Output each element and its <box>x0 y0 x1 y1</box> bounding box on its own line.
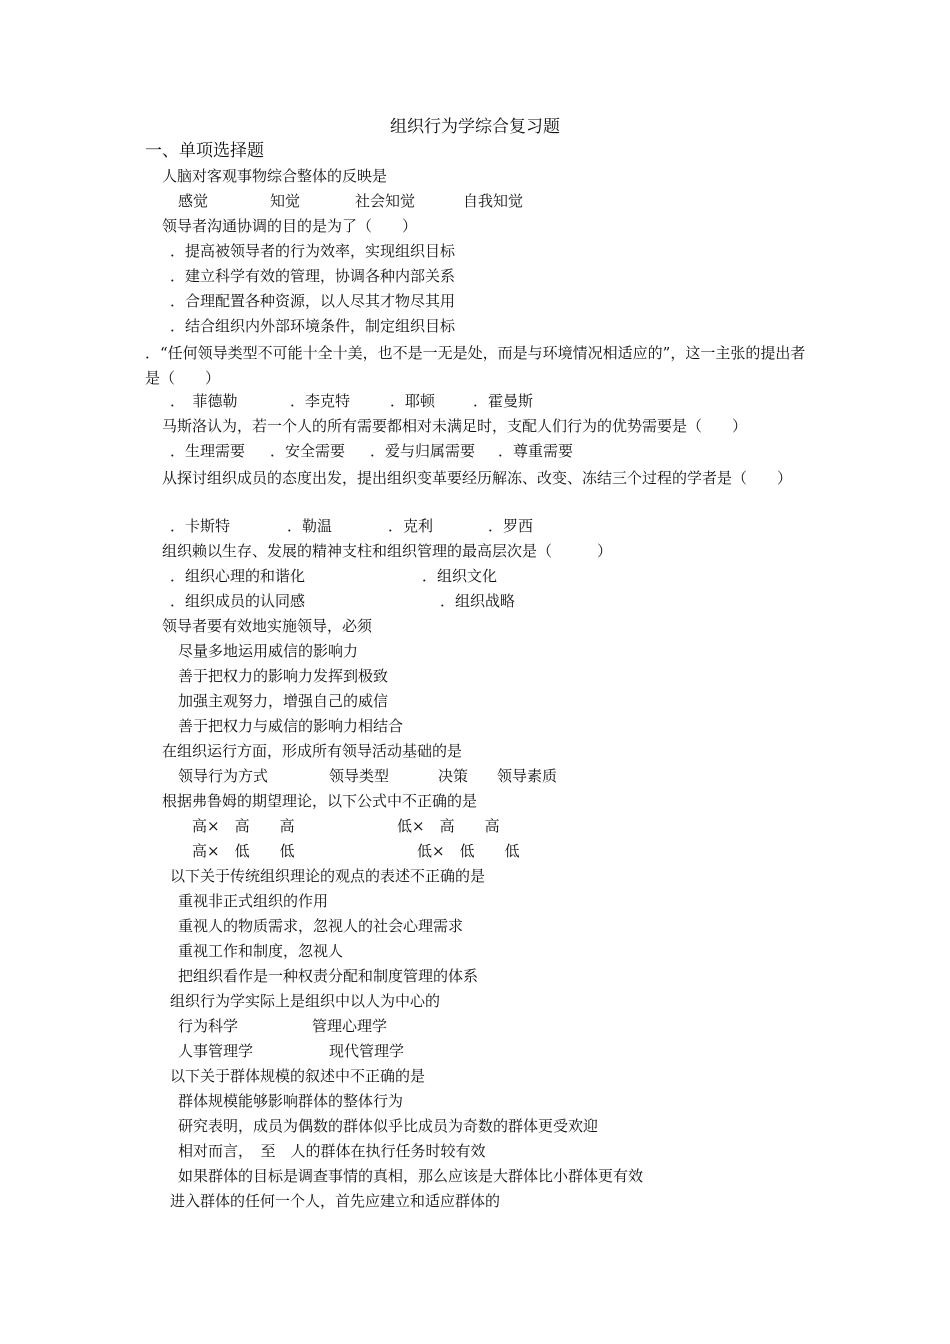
option: 自我知觉 <box>463 192 524 210</box>
formula-option: 低× 高 高 <box>397 817 500 835</box>
option: 把组织看作是一种权责分配和制度管理的体系 <box>178 967 479 985</box>
question-stem: 进入群体的任何一个人，首先应建立和适应群体的 <box>170 1192 501 1210</box>
option: ．尊重需要 <box>498 442 574 460</box>
option: ．组织成员的认同感 <box>170 592 306 610</box>
option: 加强主观努力，增强自己的威信 <box>178 692 389 710</box>
option: 如果群体的目标是调查事情的真相，那么应该是大群体比小群体更有效 <box>178 1167 644 1185</box>
option: 知觉 <box>270 192 301 210</box>
option: 研究表明，成员为偶数的群体似乎比成员为奇数的群体更受欢迎 <box>178 1117 599 1135</box>
option: 尽量多地运用威信的影响力 <box>178 642 359 660</box>
option: 现代管理学 <box>329 1042 405 1060</box>
option: ．卡斯特 <box>170 517 231 535</box>
question-stem: 以下关于群体规模的叙述中不正确的是 <box>170 1067 426 1085</box>
option: 领导类型 <box>329 767 390 785</box>
option: ．建立科学有效的管理，协调各种内部关系 <box>170 267 456 285</box>
option: 相对而言， 至 人的群体在执行任务时较有效 <box>178 1142 486 1160</box>
option: ．勒温 <box>287 517 333 535</box>
option: 善于把权力的影响力发挥到极致 <box>178 667 389 685</box>
option: 善于把权力与威信的影响力相结合 <box>178 717 404 735</box>
question-stem: 在组织运行方面，形成所有领导活动基础的是 <box>162 742 463 760</box>
option: 重视非正式组织的作用 <box>178 892 329 910</box>
option: ．生理需要 <box>170 442 246 460</box>
formula-option: 高× 高 高 <box>192 817 295 835</box>
option: 重视人的物质需求，忽视人的社会心理需求 <box>178 917 464 935</box>
option: ． 菲德勒 <box>170 392 238 410</box>
option: ．罗西 <box>488 517 534 535</box>
question-stem: 组织赖以生存、发展的精神支柱和组织管理的最高层次是（ ） <box>162 542 613 560</box>
option: 重视工作和制度，忽视人 <box>178 942 344 960</box>
option: ．爱与归属需要 <box>370 442 476 460</box>
formula-option: 低× 低 低 <box>417 842 520 860</box>
question-stem: 人脑对客观事物综合整体的反映是 <box>162 167 388 185</box>
option: 行为科学 <box>178 1017 239 1035</box>
question-stem: 领导者要有效地实施领导，必须 <box>162 617 373 635</box>
option: ．耶顿 <box>390 392 436 410</box>
option: 领导行为方式 <box>178 767 269 785</box>
option: 管理心理学 <box>312 1017 388 1035</box>
formula-option: 高× 低 低 <box>192 842 295 860</box>
option: ．安全需要 <box>270 442 346 460</box>
question-stem: ．“任何领导类型不可能十全十美，也不是一无是处，而是与环境情况相适应的”，这一主张的提出者是（ ） <box>145 344 806 387</box>
question-stem: 从探讨组织成员的态度出发，提出组织变革要经历解冻、改变、冻结三个过程的学者是（ ） <box>162 469 793 487</box>
question-stem: 组织行为学实际上是组织中以人为中心的 <box>170 992 441 1010</box>
option: ．克利 <box>388 517 434 535</box>
option: ．合理配置各种资源，以人尽其才物尽其用 <box>170 292 456 310</box>
option: ．组织战略 <box>440 592 516 610</box>
option: ．李克特 <box>290 392 351 410</box>
option: 人事管理学 <box>178 1042 254 1060</box>
section-heading: 一、单项选择题 <box>145 141 264 161</box>
option: 感觉 <box>178 192 209 210</box>
option: 群体规模能够影响群体的整体行为 <box>178 1092 404 1110</box>
option: ．提高被领导者的行为效率，实现组织目标 <box>170 242 456 260</box>
option: 社会知觉 <box>355 192 416 210</box>
option: ．组织文化 <box>422 567 498 585</box>
question-stem: 根据弗鲁姆的期望理论，以下公式中不正确的是 <box>162 792 478 810</box>
question-stem: 以下关于传统组织理论的观点的表述不正确的是 <box>170 867 486 885</box>
option: 决策 <box>438 767 469 785</box>
option: ．结合组织内外部环境条件，制定组织目标 <box>170 317 456 335</box>
option: ．组织心理的和谐化 <box>170 567 306 585</box>
question-stem: 领导者沟通协调的目的是为了（ ） <box>162 217 418 235</box>
option: 领导素质 <box>497 767 558 785</box>
page-title: 组织行为学综合复习题 <box>390 117 560 137</box>
question-stem: 马斯洛认为，若一个人的所有需要都相对未满足时，支配人们行为的优势需要是（ ） <box>162 417 748 435</box>
option: ．霍曼斯 <box>473 392 534 410</box>
